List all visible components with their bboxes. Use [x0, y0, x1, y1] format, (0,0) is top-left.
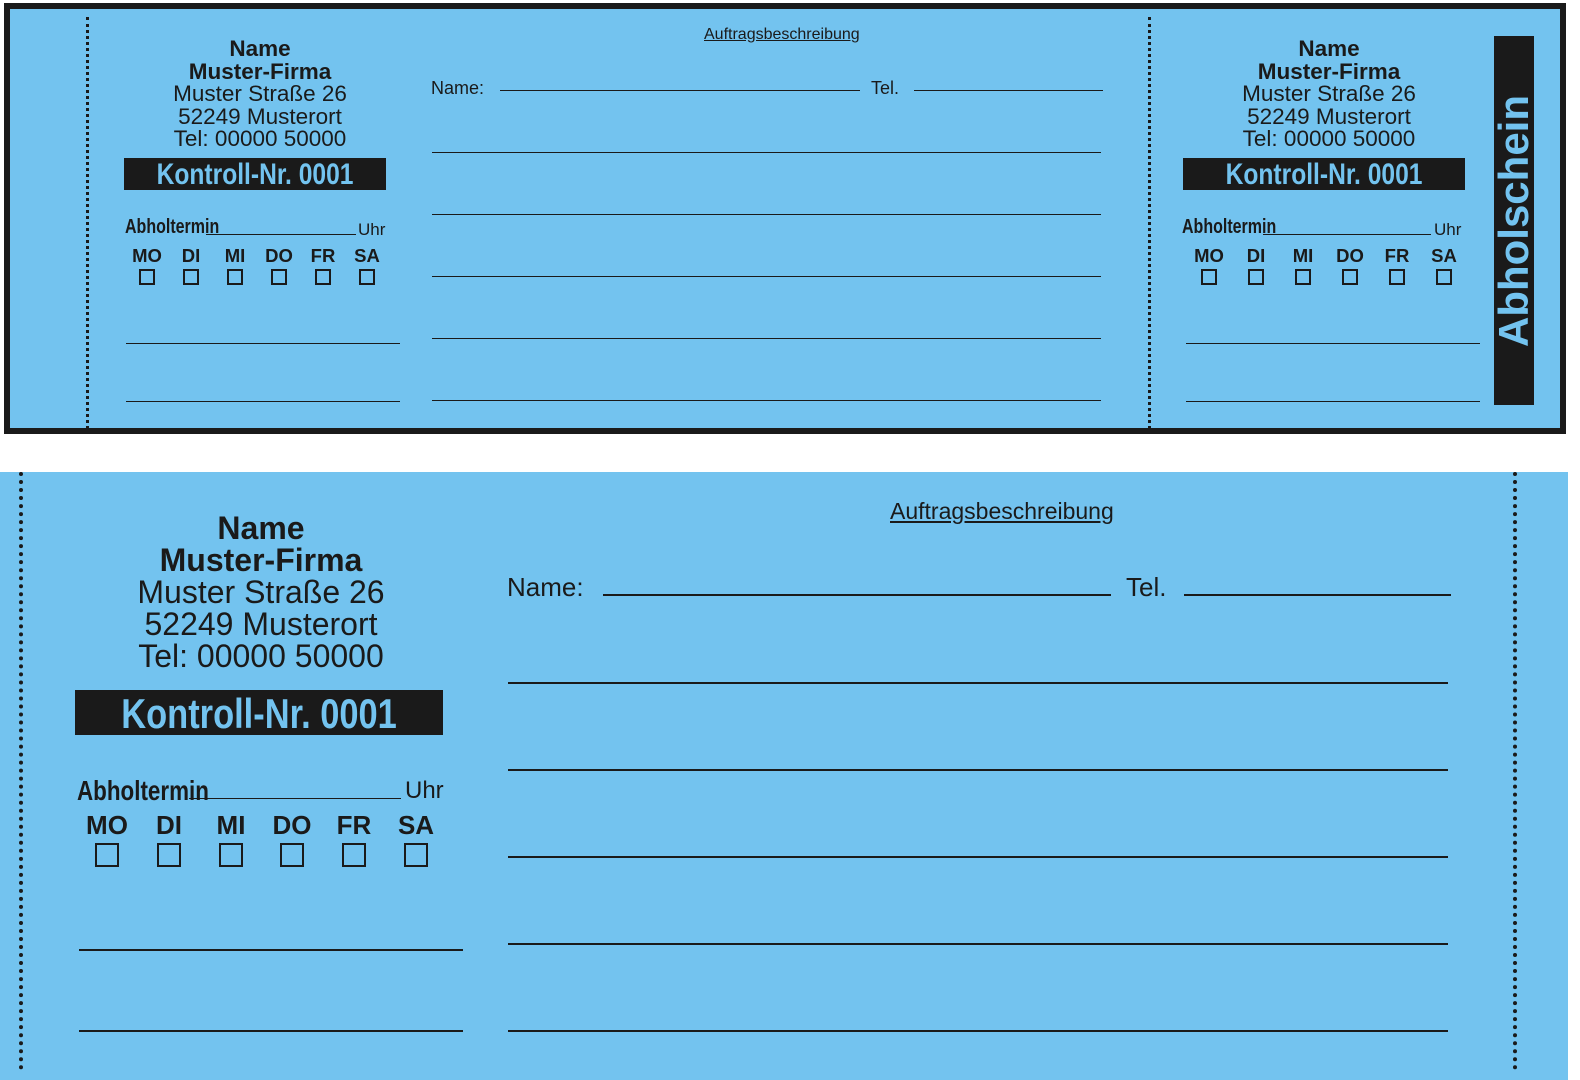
checkbox-mo[interactable]	[95, 843, 119, 867]
checkbox-mi[interactable]	[219, 843, 243, 867]
day-label-do: DO	[272, 810, 312, 840]
control-number: Kontroll-Nr. 0001	[1225, 158, 1423, 191]
name-field-line[interactable]	[500, 90, 860, 91]
pickup-unit: Uhr	[405, 777, 444, 804]
name-label: Name:	[431, 78, 485, 98]
company-street: Muster Straße 26	[173, 81, 347, 106]
order-line[interactable]	[432, 276, 1101, 277]
note-line[interactable]	[126, 401, 400, 402]
day-label-di: DI	[181, 245, 201, 266]
checkbox-mi[interactable]	[227, 269, 243, 285]
checkbox-sa[interactable]	[359, 269, 375, 285]
checkbox-di[interactable]	[1248, 269, 1264, 285]
day-label-mi: MI	[224, 245, 246, 266]
company-street: Muster Straße 26	[1242, 81, 1416, 106]
order-heading: Auftragsbeschreibung	[890, 498, 1114, 524]
note-line[interactable]	[1186, 401, 1480, 402]
checkbox-mo[interactable]	[139, 269, 155, 285]
note-line[interactable]	[79, 949, 463, 951]
stub-address-block	[1197, 38, 1461, 151]
perforation-middle	[1148, 17, 1151, 429]
checkbox-fr[interactable]	[1389, 269, 1405, 285]
checkbox-mi[interactable]	[1295, 269, 1311, 285]
tel-field-line[interactable]	[914, 90, 1103, 91]
pickup-label: Abholtermin	[77, 775, 209, 806]
pickup-label: Abholtermin	[1182, 216, 1277, 238]
tel-field-line[interactable]	[1184, 594, 1451, 596]
order-line[interactable]	[508, 769, 1448, 771]
order-line[interactable]	[432, 152, 1101, 153]
day-label-di: DI	[1246, 245, 1266, 266]
perforation-left	[19, 472, 23, 1070]
checkbox-mo[interactable]	[1201, 269, 1217, 285]
stub-title: Abholschein	[1490, 94, 1537, 348]
day-label-fr: FR	[1384, 245, 1410, 266]
pickup-unit: Uhr	[358, 220, 386, 239]
day-label-di: DI	[156, 810, 182, 840]
order-heading: Auftragsbeschreibung	[704, 26, 860, 43]
company-name: Name	[229, 36, 291, 61]
control-number: Kontroll-Nr. 0001	[156, 158, 354, 191]
note-line[interactable]	[126, 343, 400, 344]
pickup-time-line[interactable]	[1263, 234, 1431, 235]
company-address-block	[128, 38, 392, 151]
checkbox-fr[interactable]	[342, 843, 366, 867]
name-field-line[interactable]	[603, 594, 1111, 596]
note-line[interactable]	[1186, 343, 1480, 344]
day-label-mo: MO	[86, 810, 128, 840]
company-city: 52249 Musterort	[1247, 103, 1411, 129]
name-label: Name:	[507, 572, 584, 602]
pickup-time-line[interactable]	[189, 798, 401, 799]
checkbox-do[interactable]	[280, 843, 304, 867]
day-label-fr: FR	[310, 245, 336, 266]
company-phone: Tel: 00000 50000	[173, 126, 347, 151]
pickup-label: Abholtermin	[125, 216, 220, 238]
company-city: 52249 Musterort	[144, 606, 378, 642]
perforation-right	[1513, 472, 1517, 1070]
order-line[interactable]	[508, 1030, 1448, 1032]
company-city: 52249 Musterort	[178, 103, 342, 129]
day-label-fr: FR	[336, 810, 372, 840]
day-label-mi: MI	[1292, 245, 1314, 266]
company-firm: Muster-Firma	[159, 542, 363, 578]
pickup-unit: Uhr	[1434, 220, 1462, 239]
control-number: Kontroll-Nr. 0001	[121, 690, 397, 737]
order-line[interactable]	[432, 338, 1101, 339]
stub-control-number-box	[1183, 158, 1465, 190]
day-label-mo: MO	[1194, 245, 1224, 266]
ticket-small	[4, 3, 1566, 434]
day-label-do: DO	[265, 245, 293, 266]
order-line[interactable]	[432, 400, 1101, 401]
pickup-time-line[interactable]	[206, 234, 356, 235]
checkbox-di[interactable]	[183, 269, 199, 285]
day-label-sa: SA	[1431, 245, 1457, 266]
day-label-mi: MI	[216, 810, 246, 840]
checkbox-di[interactable]	[157, 843, 181, 867]
tel-label: Tel.	[1126, 572, 1167, 602]
order-line[interactable]	[508, 682, 1448, 684]
company-firm: Muster-Firma	[188, 58, 332, 84]
day-label-mo: MO	[132, 245, 162, 266]
company-phone: Tel: 00000 50000	[138, 638, 384, 674]
note-line[interactable]	[79, 1030, 463, 1032]
perforation-left	[86, 17, 89, 429]
order-line[interactable]	[432, 214, 1101, 215]
control-number-box	[75, 690, 443, 735]
order-line[interactable]	[508, 943, 1448, 945]
checkbox-sa[interactable]	[404, 843, 428, 867]
day-label-do: DO	[1336, 245, 1364, 266]
order-line[interactable]	[508, 856, 1448, 858]
day-label-sa: SA	[397, 810, 435, 840]
checkbox-fr[interactable]	[315, 269, 331, 285]
company-name: Name	[217, 510, 305, 546]
checkbox-do[interactable]	[271, 269, 287, 285]
control-number-box	[124, 158, 386, 190]
checkbox-sa[interactable]	[1436, 269, 1452, 285]
checkbox-do[interactable]	[1342, 269, 1358, 285]
company-phone: Tel: 00000 50000	[1242, 126, 1416, 151]
company-firm: Muster-Firma	[1257, 58, 1401, 84]
company-name: Name	[1298, 36, 1360, 61]
day-label-sa: SA	[354, 245, 380, 266]
company-address-block	[92, 512, 430, 672]
ticket-large	[0, 472, 1568, 1080]
company-street: Muster Straße 26	[137, 574, 385, 610]
tel-label: Tel.	[871, 78, 900, 98]
